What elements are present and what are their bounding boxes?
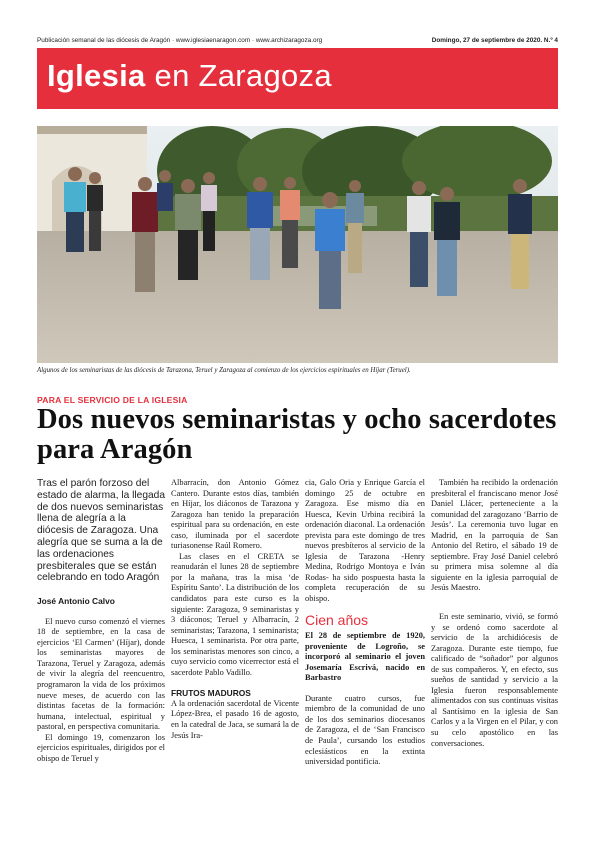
masthead (37, 48, 558, 109)
article-column-3 (305, 478, 425, 768)
paragraph: Albarracín, don Antonio Gómez Cantero. Durante estos días, también en Híjar, los diáconos de Tarazona y Zaragoza han tenido la preparación espiritual para su ordenación, en este caso, iluminada por el sacerdote turiasonense Raúl Romero. (171, 478, 299, 551)
photo-caption: Algunos de los seminaristas de las diócesis de Tarazona, Teruel y Zaragoza al comienzo de los ejercicios espirituales en Híjar (Teruel). (37, 367, 411, 374)
masthead-title (47, 58, 332, 94)
paragraph: El nuevo curso comenzó el viernes 18 de septiembre, en la casa de ejercicios ‘El Carmen’ (Híjar), donde los seminaristas mayores de Tarazona, Teruel y Zaragoza, además de vivir la alegría del reencuentro, programaron la vida de los próximos nueve meses, de acuerdo con las distintas facetas de la formación: humana, intelectual, espiritual y pastoral, en perspectiva comunitaria. (37, 616, 165, 732)
section-heading: Cien años (305, 611, 369, 628)
masthead-title-rest: en Zaragoza (145, 58, 332, 93)
masthead-title-bold: Iglesia (47, 58, 146, 93)
paragraph: El domingo 19, comenzaron los ejercicios espirituales, dirigidos por el obispo de Teruel y (37, 732, 165, 763)
paragraph: Las clases en el CRETA se reanudarán el lunes 28 de septiembre por la mañana, tras la misa ‘de Espíritu Santo’. La distribución de los candidatos para este curso es la siguiente: Zaragoza, 9 seminaristas y 3 diáconos; Teruel y Albarracín, 2 seminaristas; Tarazona, 1 seminarista; Huesca, 1 seminarista. Por otra parte, los seminaristas menores son cinco, a cuyo servicio como vicerrector está el sacerdote Pablo Vadillo. (171, 551, 299, 677)
article-column-1 (37, 478, 165, 764)
subheading: FRUTOS MADUROS (171, 688, 251, 699)
article-column-2 (171, 478, 299, 741)
paragraph: Durante cuatro cursos, fue miembro de la comunidad de uno de los dos seminarios diocesanos de Zaragoza, el de ‘San Francisco de Paula’, cursando los estudios eclesiásticos en la extinta universidad pontificia. (305, 693, 425, 767)
issue-date: Domingo, 27 de septiembre de 2020. N.º 4 (431, 37, 558, 44)
paragraph: También ha recibido la ordenación presbiteral el franciscano menor José Daniel Llácer, perteneciente a la comunidad del zaragozano ‘Barrio de Jesús’. La ceremonia tuvo lugar en Madrid, en la parroquia de San Antonio del Retiro, el sábado 19 de septiembre. Fray José Daniel celebró su primera misa solemne al día siguiente en la iglesia parroquial de Jesús Maestro. (431, 478, 558, 593)
article-lead: Tras el parón forzoso del estado de alarma, la llegada de dos nuevos seminaristas llena de alegría a la diócesis de Zaragoza. Una alegría que se suma a la de las ordenaciones presbiterales que se están celebrando en todo Aragón (37, 478, 165, 584)
top-bar (37, 36, 558, 48)
paragraph: En este seminario, vivió, se formó y se ordenó como sacerdote al servicio de la archidiócesis de Zaragoza. Durante este tiempo, fue calificado de “soñador” por algunos de sus compañeros. Y, en efecto, sus sueños de santidad y servicio a la Iglesia fueron responsablemente alimentados con sus continuas visitas al Santísimo en la iglesia de San Carlos y a la Virgen en el Pilar, y con su celo apostólico en las conversaciones. (431, 612, 558, 748)
paragraph: cia, Galo Oria y Enrique García el domingo 25 de octubre en Zaragoza. Ese mismo día en Huesca, Kevin Urbina recibirá la ordenación diaconal. La ordenación prevista para este domingo de tres nuevos presbíteros al servicio de la Iglesia de Tarazona -Henry Medina, Rodrigo Montoya e Iván Rodas- ha sido pospuesta hasta la completa recuperación de su obispo. (305, 478, 425, 604)
publication-info: Publicación semanal de las diócesis de Aragón · www.iglesiaenaragon.com · www.archizaragoza.org (37, 37, 323, 44)
article-column-4 (431, 478, 558, 749)
group-photo (37, 126, 558, 363)
article-author: José Antonio Calvo (37, 596, 115, 607)
article-headline: Dos nuevos seminaristas y ocho sacerdotes para Aragón (37, 404, 557, 465)
paragraph: A la ordenación sacerdotal de Vicente López-Brea, el pasado 16 de agosto, en la catedral de Jaca, se sumará la de Jesús Ira- (171, 698, 299, 740)
article-kicker: PARA EL SERVICIO DE LA IGLESIA (37, 395, 188, 405)
highlight-paragraph: El 28 de septiembre de 1920, proveniente de Logroño, se incorporó al seminario el joven Josemaría Escrivá, nacido en Barbastro (305, 631, 425, 683)
group-photo-illustration (37, 126, 558, 363)
